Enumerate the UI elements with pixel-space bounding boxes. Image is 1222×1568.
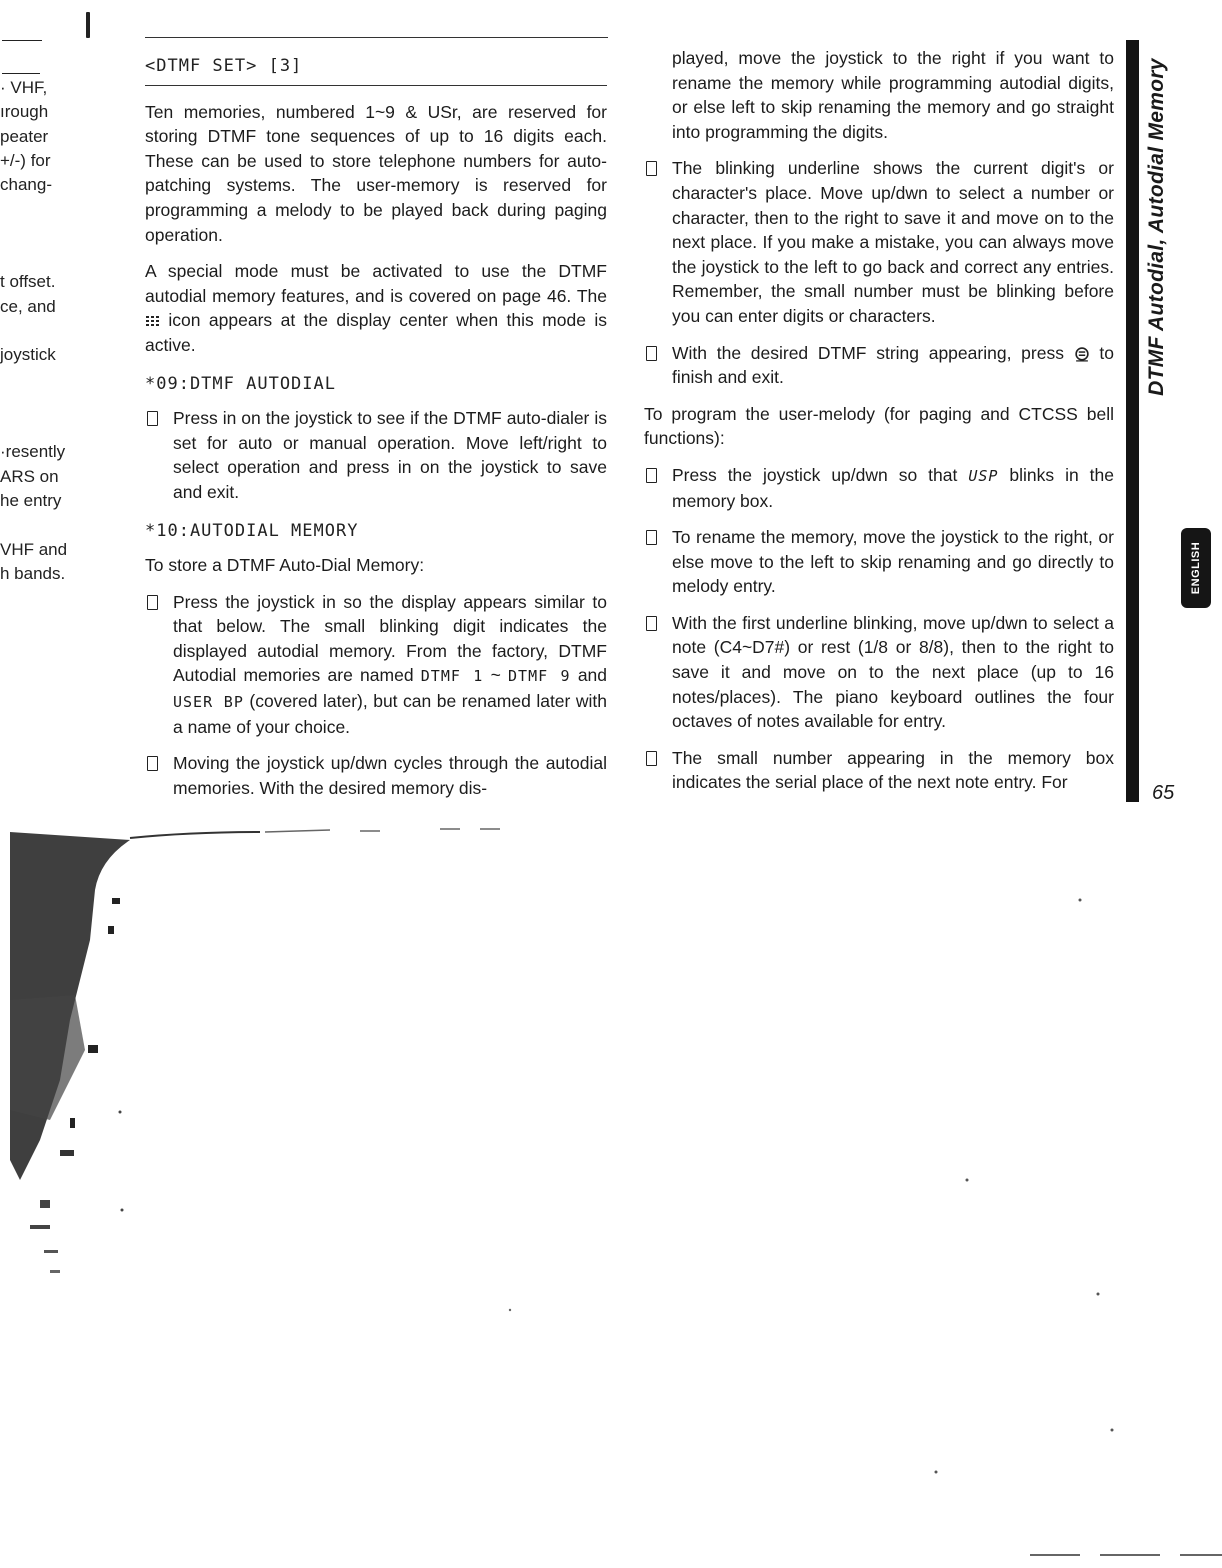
melody-heading: To program the user-melody (for paging and CTCSS bell functions):: [644, 403, 1114, 449]
list-item: The blinking underline shows the current digit's or character's place. Move up/dwn to select a number or character, then to the right to save it and move on to the next place. If you make a mistake, you can always move the joystick to the left to go back and correct any entries. Remember, the small number must be blinking before you can enter digits or characters.: [644, 156, 1114, 328]
vertical-section-title: DTMF Autodial, Autodial Memory: [1145, 58, 1168, 396]
margin-line: ·resently: [0, 442, 66, 462]
list-item: With the desired DTMF string appearing, press to finish and exit.: [644, 341, 1114, 390]
language-tab: [1181, 528, 1211, 608]
side-thumb-bar: [1126, 40, 1139, 802]
margin-line: chang-: [0, 175, 52, 195]
margin-line: [0, 392, 80, 416]
margin-line: VHF and: [0, 539, 68, 559]
checkbox-bullet-icon: [646, 468, 657, 483]
margin-line: [0, 197, 80, 221]
margin-rule: [2, 40, 42, 41]
checkbox-bullet-icon: [646, 616, 657, 631]
list-item: Press in on the joystick to see if the DTMF auto-dialer is set for auto or manual operation. Move left/right to select operation and press in on the joystick to save and exit.: [145, 406, 607, 504]
margin-line: peater: [0, 126, 49, 146]
margin-line: [0, 222, 80, 246]
list-item: The small number appearing in the memory box indicates the serial place of the next note entry. For: [644, 746, 1114, 795]
menu-09-heading: *09:DTMF AUTODIAL: [145, 373, 336, 394]
margin-line: [0, 319, 80, 343]
list-item: Press the joystick up/dwn so that USP blinks in the memory box.: [644, 463, 1114, 513]
function-key-icon: [1074, 347, 1090, 362]
list-item: With the first underline blinking, move up/dwn to select a note (C4~D7#) or rest (1/8 or 8/8), then to the right to save it and move on to the next place (up to 16 notes/places). The piano keyboard outlines the four octaves of notes available for entry.: [644, 611, 1114, 734]
intro-paragraph: Ten memories, numbered 1~9 & USr, are reserved for storing DTMF tone sequences of up to 16 digits each. These can be used to store telephone numbers for auto-patching systems. The user-memory is reserved for programming a melody to be played back during paging operation.: [145, 101, 607, 245]
margin-line: [0, 513, 80, 537]
dtmf-autodial-icon: [145, 315, 160, 327]
margin-line: [0, 416, 80, 440]
continued-paragraph: played, move the joystick to the right if you want to rename the memory while programming autodial digits, or else left to skip renaming the memory and go straight into programming the digits.: [672, 48, 1114, 142]
list-item: Press the joystick in so the display appears similar to that below. The small blinking digit indicates the displayed autodial memory. From the factory, DTMF Autodial memories are named DTMF 1 ~ DTMF 9 and USER BP (covered later), but can be renamed later with a name of your choice.: [145, 590, 607, 740]
lcd-text: USER BP: [173, 693, 244, 712]
margin-line: [0, 368, 80, 392]
lcd-text: DTMF 9: [508, 667, 571, 686]
margin-line: ırough: [0, 102, 49, 122]
checkbox-bullet-icon: [646, 346, 657, 361]
margin-line: ARS on: [0, 466, 59, 486]
scan-noise-artifacts: [0, 820, 1222, 1568]
margin-line: +/-) for: [0, 150, 51, 170]
mode-paragraph: A special mode must be activated to use the DTMF autodial memory features, and is covered on page 46. The icon appears at the display center when this mode is active.: [145, 261, 607, 355]
checkbox-bullet-icon: [646, 161, 657, 176]
right-column: [644, 46, 1114, 807]
section-heading: <DTMF SET> [3]: [145, 56, 303, 76]
menu-10-heading: *10:AUTODIAL MEMORY: [145, 520, 359, 541]
language-tab-label: ENGLISH: [1190, 541, 1202, 595]
margin-line: [0, 246, 80, 270]
checkbox-bullet-icon: [147, 756, 158, 771]
margin-line: t offset.: [0, 272, 56, 292]
margin-line: he entry: [0, 491, 62, 511]
lcd-text: USP: [968, 466, 999, 485]
page-number: 65: [1152, 782, 1175, 804]
checkbox-bullet-icon: [646, 530, 657, 545]
checkbox-bullet-icon: [646, 751, 657, 766]
lcd-text: DTMF 1: [420, 667, 484, 686]
margin-line: h bands.: [0, 563, 66, 583]
margin-line: · VHF,: [0, 78, 48, 97]
column-top-rule: [145, 37, 608, 38]
left-column: [145, 54, 607, 812]
section-rule: [145, 85, 607, 86]
store-heading: To store a DTMF Auto-Dial Memory:: [145, 555, 425, 576]
checkbox-bullet-icon: [147, 595, 158, 610]
checkbox-bullet-icon: [147, 411, 158, 426]
margin-rule: [2, 73, 40, 74]
previous-page-margin-text: [0, 76, 80, 586]
list-item: Moving the joystick up/dwn cycles through the autodial memories. With the desired memory dis-: [145, 751, 607, 800]
margin-line: joystick: [0, 345, 56, 365]
margin-line: ce, and: [0, 296, 56, 316]
list-item: To rename the memory, move the joystick to the right, or else move to the left to skip renaming and go directly to melody entry.: [644, 525, 1114, 599]
margin-tick: [86, 12, 90, 38]
